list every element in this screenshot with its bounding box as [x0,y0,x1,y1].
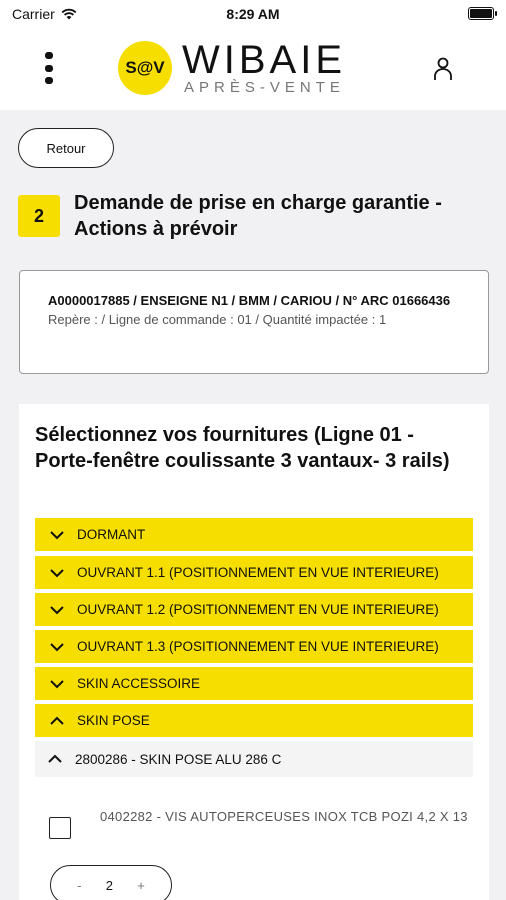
section-ouvrant-1-1[interactable] [35,556,473,589]
logo-text [182,40,346,96]
section-ouvrant-1-3[interactable] [35,630,473,663]
section-label: OUVRANT 1.3 (POSITIONNEMENT EN VUE INTERIEURE) [77,639,439,654]
logo-wordmark: WIBAIE [182,38,347,82]
logo-subtitle: APRÈS-VENTE [184,79,345,96]
status-bar [0,0,506,30]
order-reference: A0000017885 / ENSEIGNE N1 / BMM / CARIOU / N° ARC 01666436 [48,293,451,308]
decrement-button[interactable]: - [77,877,82,893]
order-details: Repère : / Ligne de commande : 01 / Quantité impactée : 1 [48,312,387,327]
chevron-up-icon [47,751,63,767]
section-ouvrant-1-2[interactable] [35,593,473,626]
menu-icon[interactable] [42,52,56,84]
subsection-skin-pose-alu[interactable] [35,741,473,777]
section-skin-pose[interactable] [35,704,473,737]
section-label: SKIN ACCESSOIRE [77,676,201,691]
carrier-label: Carrier [12,6,55,22]
user-icon[interactable] [432,56,454,82]
order-summary-card [19,270,489,374]
subsection-label: 2800286 - SKIN POSE ALU 286 C [75,751,282,767]
increment-button[interactable]: + [137,877,145,893]
logo-badge: S@V [118,41,172,95]
battery-icon [468,7,494,20]
chevron-down-icon [49,602,65,618]
section-skin-accessoire[interactable] [35,667,473,700]
chevron-down-icon [49,676,65,692]
app-header [0,30,506,110]
item-label: 0402282 - VIS AUTOPERCEUSES INOX TCB POZI 4,2 X 13 [100,809,468,824]
section-label: SKIN POSE [77,713,150,728]
section-dormant[interactable] [35,518,473,551]
supplies-card [19,404,489,900]
chevron-down-icon [49,565,65,581]
chevron-down-icon [49,527,65,543]
app-logo [118,40,346,96]
section-label: OUVRANT 1.1 (POSITIONNEMENT EN VUE INTERIEURE) [77,565,439,580]
item-checkbox[interactable] [49,817,71,839]
status-time: 8:29 AM [226,6,280,22]
back-button[interactable]: Retour [18,128,114,168]
step-number-badge: 2 [18,195,60,237]
section-label: DORMANT [77,527,146,542]
quantity-stepper [50,865,172,900]
quantity-value: 2 [105,877,113,893]
chevron-down-icon [49,639,65,655]
chevron-up-icon [49,713,65,729]
supplies-title: Sélectionnez vos fournitures (Ligne 01 - Porte-fenêtre coulissante 3 vantaux- 3 rails) [35,424,450,472]
page-title: Demande de prise en charge garantie - Actions à prévoir [74,192,442,240]
section-label: OUVRANT 1.2 (POSITIONNEMENT EN VUE INTERIEURE) [77,602,439,617]
